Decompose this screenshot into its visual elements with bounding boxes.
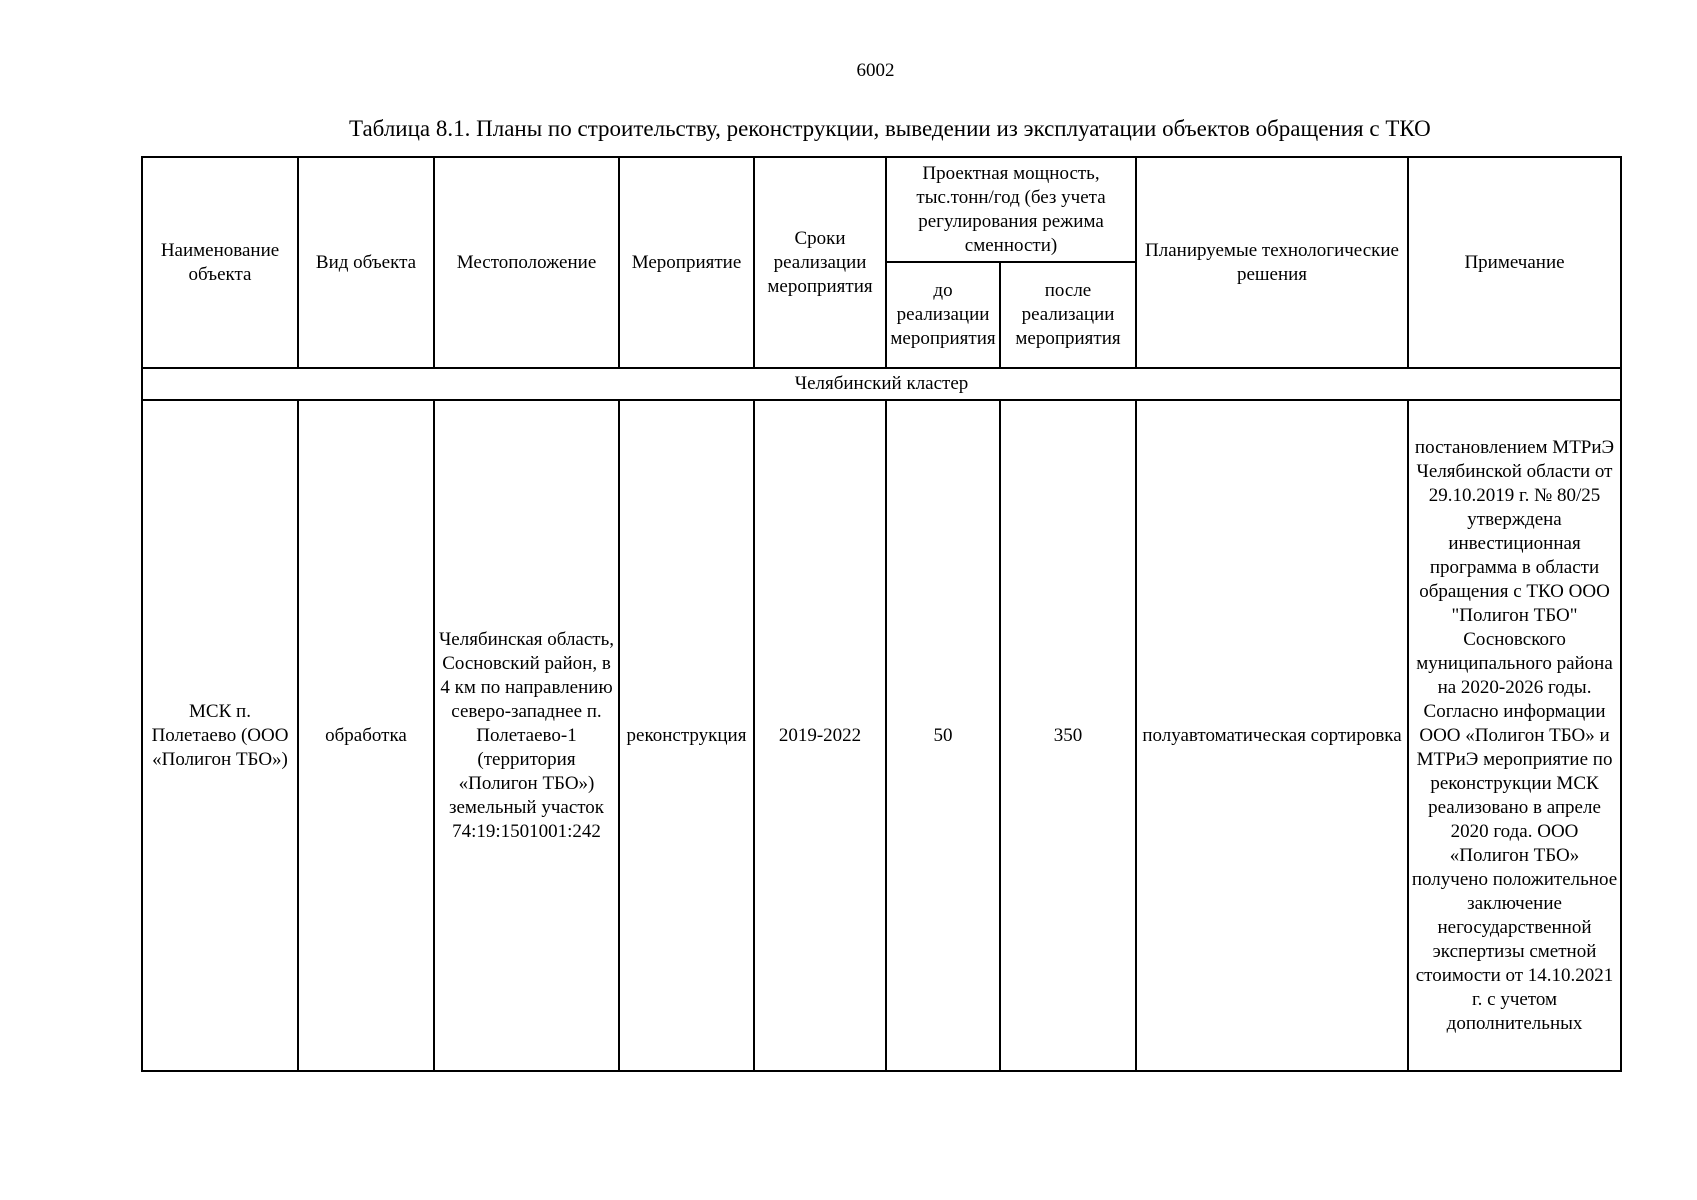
cell-capacity-after: 350 <box>1000 400 1136 1071</box>
header-location: Местоположение <box>434 157 619 368</box>
plans-table <box>141 156 1622 1072</box>
header-name: Наименование объекта <box>142 157 298 368</box>
header-tech: Планируемые технологические решения <box>1136 157 1408 368</box>
table-row <box>142 400 1621 1071</box>
header-capacity-before: до реализации мероприятия <box>886 262 1000 368</box>
cell-capacity-before: 50 <box>886 400 1000 1071</box>
header-event: Мероприятие <box>619 157 754 368</box>
header-note: Примечание <box>1408 157 1621 368</box>
cell-type: обработка <box>298 400 434 1071</box>
cell-note: постановлением МТРиЭ Челябинской области от 29.10.2019 г. № 80/25 утверждена инвестиционная программа в области обращения с ТКО ООО "Полигон ТБО" Сосновского муниципального района на 2020-2026 годы. Согласно информации ООО «Полигон ТБО» и МТРиЭ мероприятие по реконструкции МСК реализовано в апреле 2020 года. ООО «Полигон ТБО» получено положительное заключение негосударственной экспертизы сметной стоимости от 14.10.2021 г. с учетом дополнительных <box>1408 400 1621 1071</box>
header-capacity: Проектная мощность, тыс.тонн/год (без учета регулирования режима сменности) <box>886 157 1136 262</box>
cell-name: МСК п. Полетаево (ООО «Полигон ТБО») <box>142 400 298 1071</box>
group-label: Челябинский кластер <box>142 368 1621 400</box>
header-type: Вид объекта <box>298 157 434 368</box>
page-number: 6002 <box>856 60 895 81</box>
header-term: Сроки реализации мероприятия <box>754 157 886 368</box>
cell-location: Челябинская область, Сосновский район, в 4 км по направлению северо-западнее п. Полетаево-1 (территория «Полигон ТБО») земельный участок 74:19:1501001:242 <box>434 400 619 1071</box>
cell-term: 2019-2022 <box>754 400 886 1071</box>
group-row <box>142 368 1621 400</box>
header-row <box>142 157 1621 262</box>
cell-event: реконструкция <box>619 400 754 1071</box>
table-title: Таблица 8.1. Планы по строительству, реконструкции, выведении из эксплуатации объектов обращения с ТКО <box>349 116 1431 141</box>
header-capacity-after: после реализации мероприятия <box>1000 262 1136 368</box>
cell-tech: полуавтоматическая сортировка <box>1136 400 1408 1071</box>
